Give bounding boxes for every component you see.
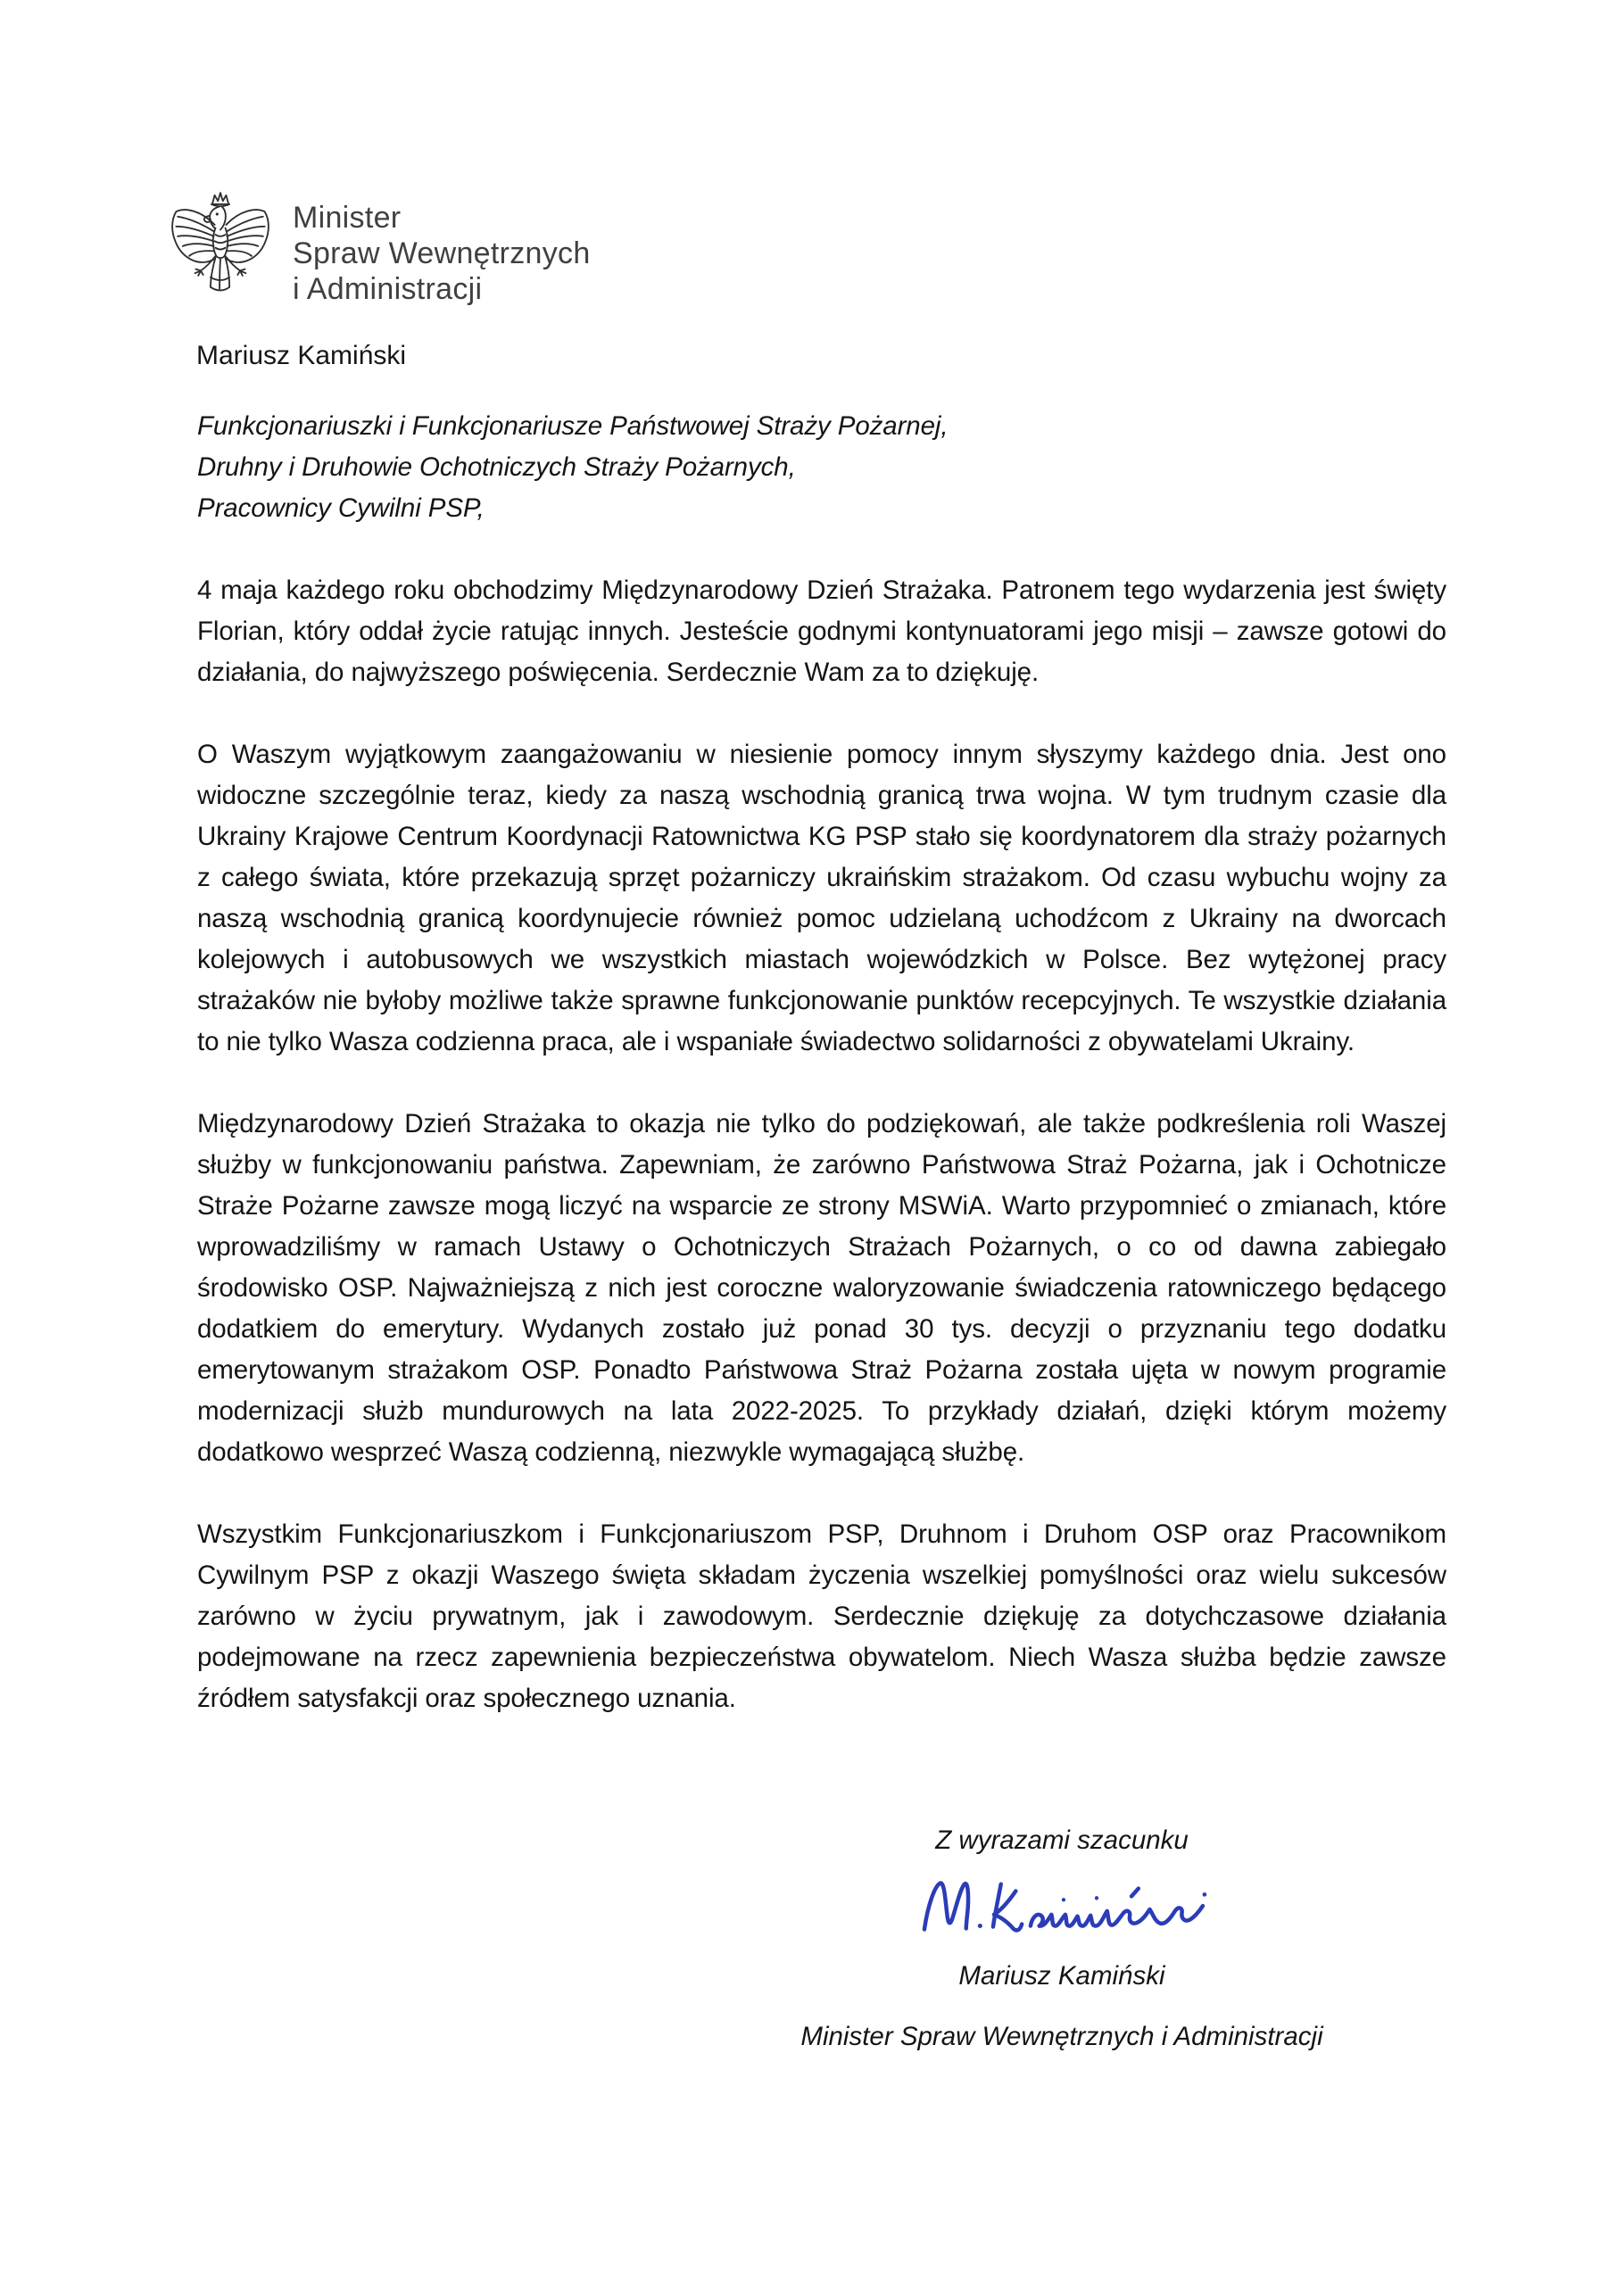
paragraph-2: O Waszym wyjątkowym zaangażowaniu w niesienie pomocy innym słyszymy każdego dnia. Jest ono widoczne szczególnie teraz, kiedy za naszą wschodnią granicą trwa wojna. W tym trudnym czasie dla Ukrainy Krajowe Centrum Koordynacji Ratownictwa KG PSP stało się koordynatorem dla straży pożarnych z całego świata, które przekazują sprzęt pożarniczy ukraińskim strażakom. Od czasu wybuchu wojny za naszą wschodnią granicą koordynujecie również pomoc udzielaną uchodźcom z Ukrainy na dworcach kolejowych i autobusowych we wszystkich miastach wojewódzkich w Polsce. Bez wytężonej pracy strażaków nie byłoby możliwe także sprawne funkcjonowanie punktów recepcyjnych. Te wszystkie działania to nie tylko Wasza codzienna praca, ale i wspaniałe świadectwo solidarności z obywatelami Ukrainy. [197, 740, 1446, 1056]
signatory-name: Mariusz Kamiński [958, 1961, 1165, 1991]
letterhead [170, 189, 591, 307]
polish-coat-of-arms-eagle-icon [170, 189, 271, 300]
closing-salutation: Z wyrazami szacunku [935, 1826, 1189, 1855]
ministry-title-line-1: Minister [293, 201, 402, 235]
salutation-block [197, 406, 1446, 529]
sender-name: Mariusz Kamiński [196, 341, 407, 370]
ministry-title [293, 189, 591, 307]
paragraph-3: Międzynarodowy Dzień Strażaka to okazja nie tylko do podziękowań, ale także podkreślenia roli Waszej służby w funkcjonowaniu państwa. Zapewniam, że zarówno Państwowa Straż Pożarna, jak i Ochotnicze Straże Pożarne zawsze mogą liczyć na wsparcie ze strony MSWiA. Warto przypomnieć o zmianach, które wprowadziliśmy w ramach Ustawy o Ochotniczych Strażach Pożarnych, o co od dawna zabiegało środowisko OSP. Najważniejszą z nich jest coroczne waloryzowanie świadczenia ratowniczego będącego dodatkiem do emerytury. Wydanych zostało już ponad 30 tys. decyzji o przyznaniu tego dodatku emerytowanym strażakom OSP. Ponadto Państwowa Straż Pożarna została ujęta w nowym programie modernizacji służb mundurowych na lata 2022-2025. To przykłady działań, dzięki którym możemy dodatkowo wesprzeć Waszą codzienną, niezwykle wymagającą służbę. [197, 1109, 1446, 1467]
salutation-line-1: Funkcjonariuszki i Funkcjonariusze Państwowej Straży Pożarnej, [197, 411, 949, 441]
closing-block [754, 1820, 1370, 2057]
ministry-title-line-2: Spraw Wewnętrznych [293, 236, 591, 270]
salutation-line-3: Pracownicy Cywilni PSP, [197, 493, 485, 523]
paragraph-4: Wszystkim Funkcjonariuszkom i Funkcjonariuszom PSP, Druhnom i Druhom OSP oraz Pracownikom Cywilnym PSP z okazji Waszego święta składam życzenia wszelkiej pomyślności oraz wielu sukcesów zarówno w życiu prywatnym, jak i zawodowym. Serdecznie dziękuję za dotychczasowe działania podejmowane na rzecz zapewnienia bezpieczeństwa obywatelom. Niech Wasza służba będzie zawsze źródłem satysfakcji oraz społecznego uznania. [197, 1519, 1446, 1713]
salutation-line-2: Druhny i Druhowie Ochotniczych Straży Pożarnych, [197, 452, 796, 482]
paragraph-1: 4 maja każdego roku obchodzimy Międzynarodowy Dzień Strażaka. Patronem tego wydarzenia jest święty Florian, który oddał życie ratując innych. Jesteście godnymi kontynuatorami jego misji – zawsze gotowi do działania, do najwyższego poświęcenia. Serdecznie Wam za to dziękuję. [197, 575, 1446, 687]
ministry-title-line-3: i Administracji [293, 272, 483, 306]
letter-body [197, 406, 1446, 1719]
signatory-title: Minister Spraw Wewnętrznych i Administracji [800, 2022, 1323, 2051]
handwritten-signature-icon [754, 1874, 1370, 1943]
